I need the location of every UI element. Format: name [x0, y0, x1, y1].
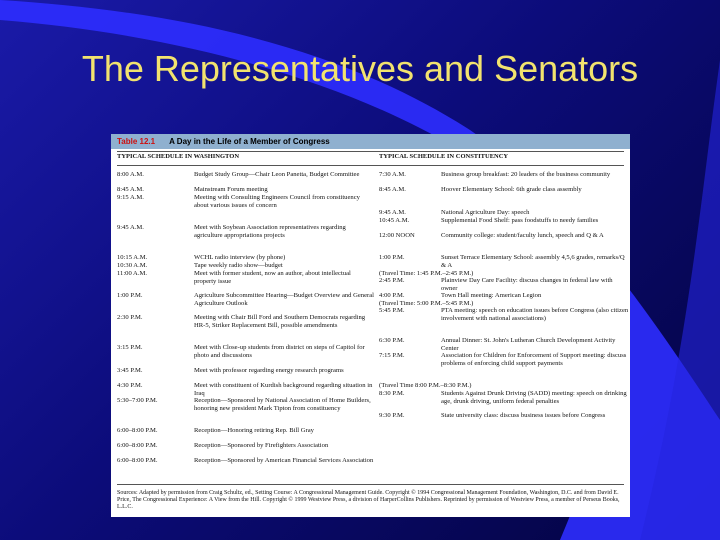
schedule-event: Reception—Sponsored by American Financial Services Association: [194, 457, 374, 464]
table-sources: Sources: Adapted by permission from Craig Schultz, ed., Setting Course: A Congressional Management Guide. Copyright © 1994 Congressional Management Foundation, Washington, D.C. and from David E. Price, The Congressional Experience: A View from the Hill. Copyright © 1999 Westview Press, a division of HarperCollins Publishers. Reprinted by permission of Westview Press, a member of Perseus Books, L.L.C.: [117, 490, 620, 510]
schedule-time: 3:15 P.M.: [117, 344, 143, 351]
divider: [117, 484, 624, 485]
schedule-event: Students Against Drunk Driving (SADD) meeting: speech on drinking age, drunk driving, uniform federal penalties: [441, 390, 627, 405]
schedule-time: 6:00–8:00 P.M.: [117, 427, 158, 434]
schedule-event: Reception—Honoring retiring Rep. Bill Gray: [194, 427, 314, 434]
schedule-time: 5:30–7:00 P.M.: [117, 397, 158, 404]
schedule-event: Community college: student/faculty lunch, speech and Q & A: [441, 232, 604, 239]
schedule-time: 6:00–8:00 P.M.: [117, 442, 158, 449]
schedule-event: Mainstream Forum meeting: [194, 186, 268, 193]
schedule-event: Tape weekly radio show—budget: [194, 262, 283, 269]
schedule-time: 12:00 NOON: [379, 232, 415, 239]
schedule-time: 1:00 P.M.: [379, 254, 405, 261]
schedule-time: 7:15 P.M.: [379, 352, 405, 359]
schedule-time: 3:45 P.M.: [117, 367, 143, 374]
schedule-time: 8:45 A.M.: [379, 186, 406, 193]
divider: [117, 151, 624, 152]
table-title: A Day in the Life of a Member of Congress: [169, 137, 330, 146]
schedule-event: National Agriculture Day: speech: [441, 209, 530, 216]
schedule-event: State university class: discuss business issues before Congress: [441, 412, 606, 419]
schedule-time: 4:00 P.M.: [379, 292, 405, 299]
travel-time-text: (Travel Time: 1:45 P.M.–2:45 P.M.): [379, 270, 474, 277]
schedule-event: Budget Study Group—Chair Leon Panetta, Budget Committee: [194, 171, 360, 178]
schedule-event: Reception—Sponsored by Firefighters Association: [194, 442, 329, 449]
schedule-event: Agriculture Subcommittee Hearing—Budget Overview and General Agriculture Outlook: [194, 292, 374, 307]
schedule-event: Sunset Terrace Elementary School: assembly 4,5,6 grades, remarks/Q & A: [441, 254, 625, 269]
schedule-event: Meet with professor regarding energy research programs: [194, 367, 344, 374]
table-number: Table 12.1: [117, 137, 156, 146]
schedule-event: Hoover Elementary School: 6th grade class assembly: [441, 186, 582, 193]
slide-title: The Representatives and Senators: [81, 48, 639, 89]
schedule-event: Business group breakfast: 20 leaders of the business community: [441, 171, 611, 178]
schedule-table: [111, 134, 630, 517]
schedule-event: Reception—Sponsored by National Association of Home Builders, honoring new president Mark Tipton from constituency: [194, 397, 371, 412]
schedule-time: 6:00–8:00 P.M.: [117, 457, 158, 464]
schedule-event: Plainview Day Care Facility: discuss changes in federal law with owner: [441, 277, 613, 292]
constituency-heading: TYPICAL SCHEDULE IN CONSTITUENCY: [379, 153, 509, 160]
column-headings: [111, 153, 630, 165]
schedule-time: 10:15 A.M.: [117, 254, 148, 261]
schedule-event: Supplemental Food Shelf: pass foodstuffs to needy families: [441, 217, 599, 224]
schedule-time: 11:00 A.M.: [117, 270, 147, 277]
schedule-event: WCHL radio interview (by phone): [194, 254, 286, 261]
schedule-time: 9:45 A.M.: [379, 209, 406, 216]
schedule-event: Meeting with Chair Bill Ford and Southern Democrats regarding HR-5, Striker Replacement Bill, possible amendments: [194, 314, 366, 329]
schedule-time: 9:45 A.M.: [117, 224, 144, 231]
schedule-event: Meet with former student, now an author, about intellectual property issue: [194, 270, 351, 285]
schedule-event: Association for Children for Enforcement of Support meeting: discuss problems of enforcing child support payments: [441, 352, 627, 367]
schedule-event: Meeting with Consulting Engineers Council from constituency about various issues of concern: [194, 194, 360, 209]
schedule-time: 6:30 P.M.: [379, 337, 405, 344]
schedule-time: 1:00 P.M.: [117, 292, 143, 299]
schedule-event: Town Hall meeting: American Legion: [441, 292, 542, 299]
table-header: [111, 134, 630, 149]
schedule-time: 8:00 A.M.: [117, 171, 144, 178]
schedule-event: PTA meeting: speech on education issues before Congress (also citizen involvement with national associations): [441, 307, 629, 322]
schedule-event: Meet with Close-up students from district on steps of Capitol for photo and discussions: [194, 344, 365, 359]
schedule-time: 8:45 A.M.: [117, 186, 144, 193]
travel-time-text: (Travel Time: 5:00 P.M.–5:45 P.M.): [379, 300, 474, 307]
schedule-time: 9:15 A.M.: [117, 194, 144, 201]
schedule-time: 8:30 P.M.: [379, 390, 405, 397]
schedule-time: 10:30 A.M.: [117, 262, 148, 269]
schedule-time: 7:30 A.M.: [379, 171, 406, 178]
schedule-time: 2:45 P.M.: [379, 277, 405, 284]
travel-time-text: (Travel Time 8:00 P.M.–8:30 P.M.): [379, 382, 472, 389]
schedule-event: Meet with constituent of Kurdish background regarding situation in Iraq: [194, 382, 373, 397]
schedule-event: Meet with Soybean Association representatives regarding agriculture appropriations projects: [194, 224, 346, 239]
schedule-time: 9:30 P.M.: [379, 412, 405, 419]
schedule-time: 5:45 P.M.: [379, 307, 405, 314]
divider: [117, 165, 624, 166]
washington-heading: TYPICAL SCHEDULE IN WASHINGTON: [117, 153, 240, 160]
schedule-time: 2:30 P.M.: [117, 314, 143, 321]
schedule-time: 10:45 A.M.: [379, 217, 410, 224]
schedule-event: Annual Dinner: St. John's Lutheran Church Development Activity Center: [441, 337, 616, 352]
schedule-time: 4:30 P.M.: [117, 382, 143, 389]
